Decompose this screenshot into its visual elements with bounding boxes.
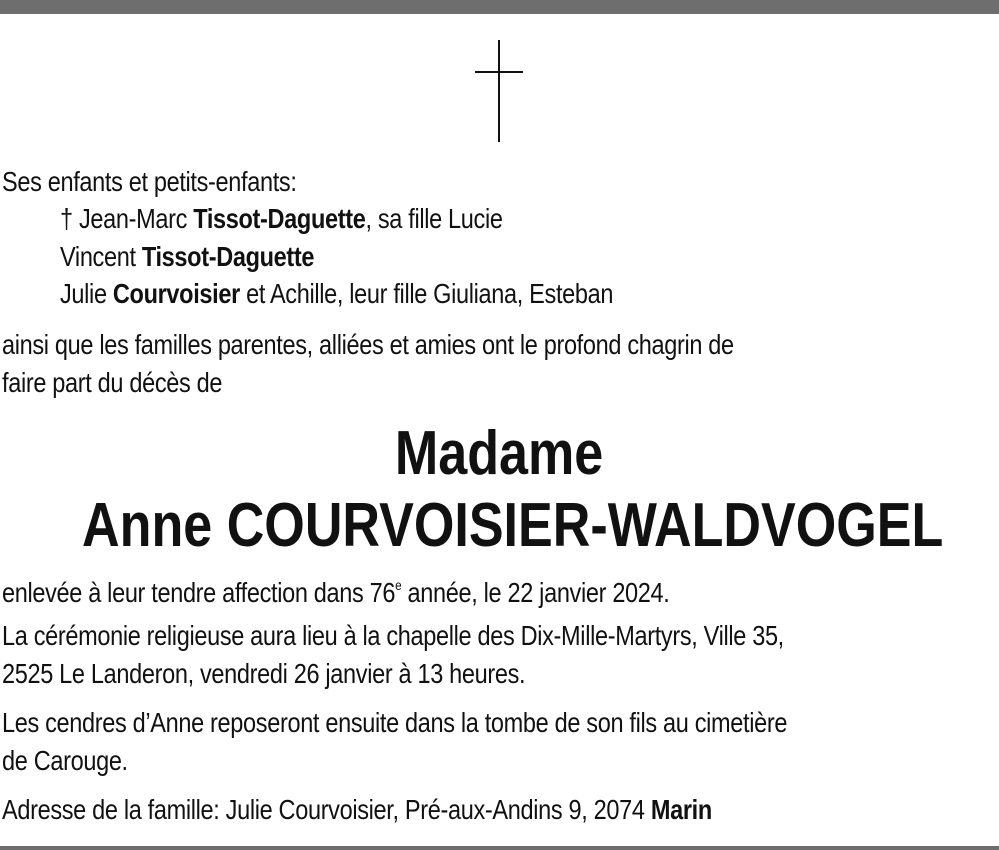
ashes-line-2: de Carouge.: [2, 745, 128, 776]
announcement-line-2: faire part du décès de: [2, 367, 223, 398]
ceremony-line-2: 2525 Le Landeron, vendredi 26 janvier à 13 heures.: [2, 658, 526, 689]
ceremony-line-1: La cérémonie religieuse aura lieu à la chapelle des Dix-Mille-Martyrs, Ville 35,: [2, 620, 784, 651]
family-surname: Courvoisier: [112, 278, 240, 309]
intro-text: Ses enfants et petits-enfants:: [2, 166, 297, 197]
family-line-1: [60, 200, 503, 238]
top-border: [0, 0, 999, 14]
honorific-title: Madame: [395, 419, 604, 488]
deceased-name: Anne COURVOISIER-WALDVOGEL: [82, 491, 944, 560]
death-notice-text: enlevée à leur tendre affection dans 76: [2, 577, 396, 608]
address-town: Marin: [650, 794, 712, 825]
family-given-name: Vincent: [60, 241, 142, 272]
death-notice-date: année, le 22 janvier 2024.: [401, 577, 670, 608]
family-line-3: [60, 275, 613, 313]
family-line-2: [60, 238, 314, 276]
announcement-line-1: ainsi que les familles parentes, alliées et amies ont le profond chagrin de: [2, 329, 734, 360]
family-suffix: et Achille, leur fille Giuliana, Esteban: [239, 278, 614, 309]
family-suffix: , sa fille Lucie: [365, 203, 503, 234]
family-surname: Tissot-Daguette: [193, 203, 366, 234]
death-notice: [2, 566, 669, 612]
family-address: [2, 791, 712, 829]
family-surname: Tissot-Daguette: [141, 241, 315, 272]
ordinal-suffix: e: [395, 577, 402, 593]
address-text: Adresse de la famille: Julie Courvoisier, Pré-aux-Andins 9, 2074: [2, 794, 651, 825]
cross-icon: [475, 40, 523, 142]
bottom-border: [0, 846, 999, 850]
family-given-name: Julie: [60, 278, 113, 309]
ashes-line-1: Les cendres d’Anne reposeront ensuite dans la tombe de son fils au cimetière: [2, 707, 788, 738]
family-given-name: † Jean-Marc: [60, 203, 194, 234]
